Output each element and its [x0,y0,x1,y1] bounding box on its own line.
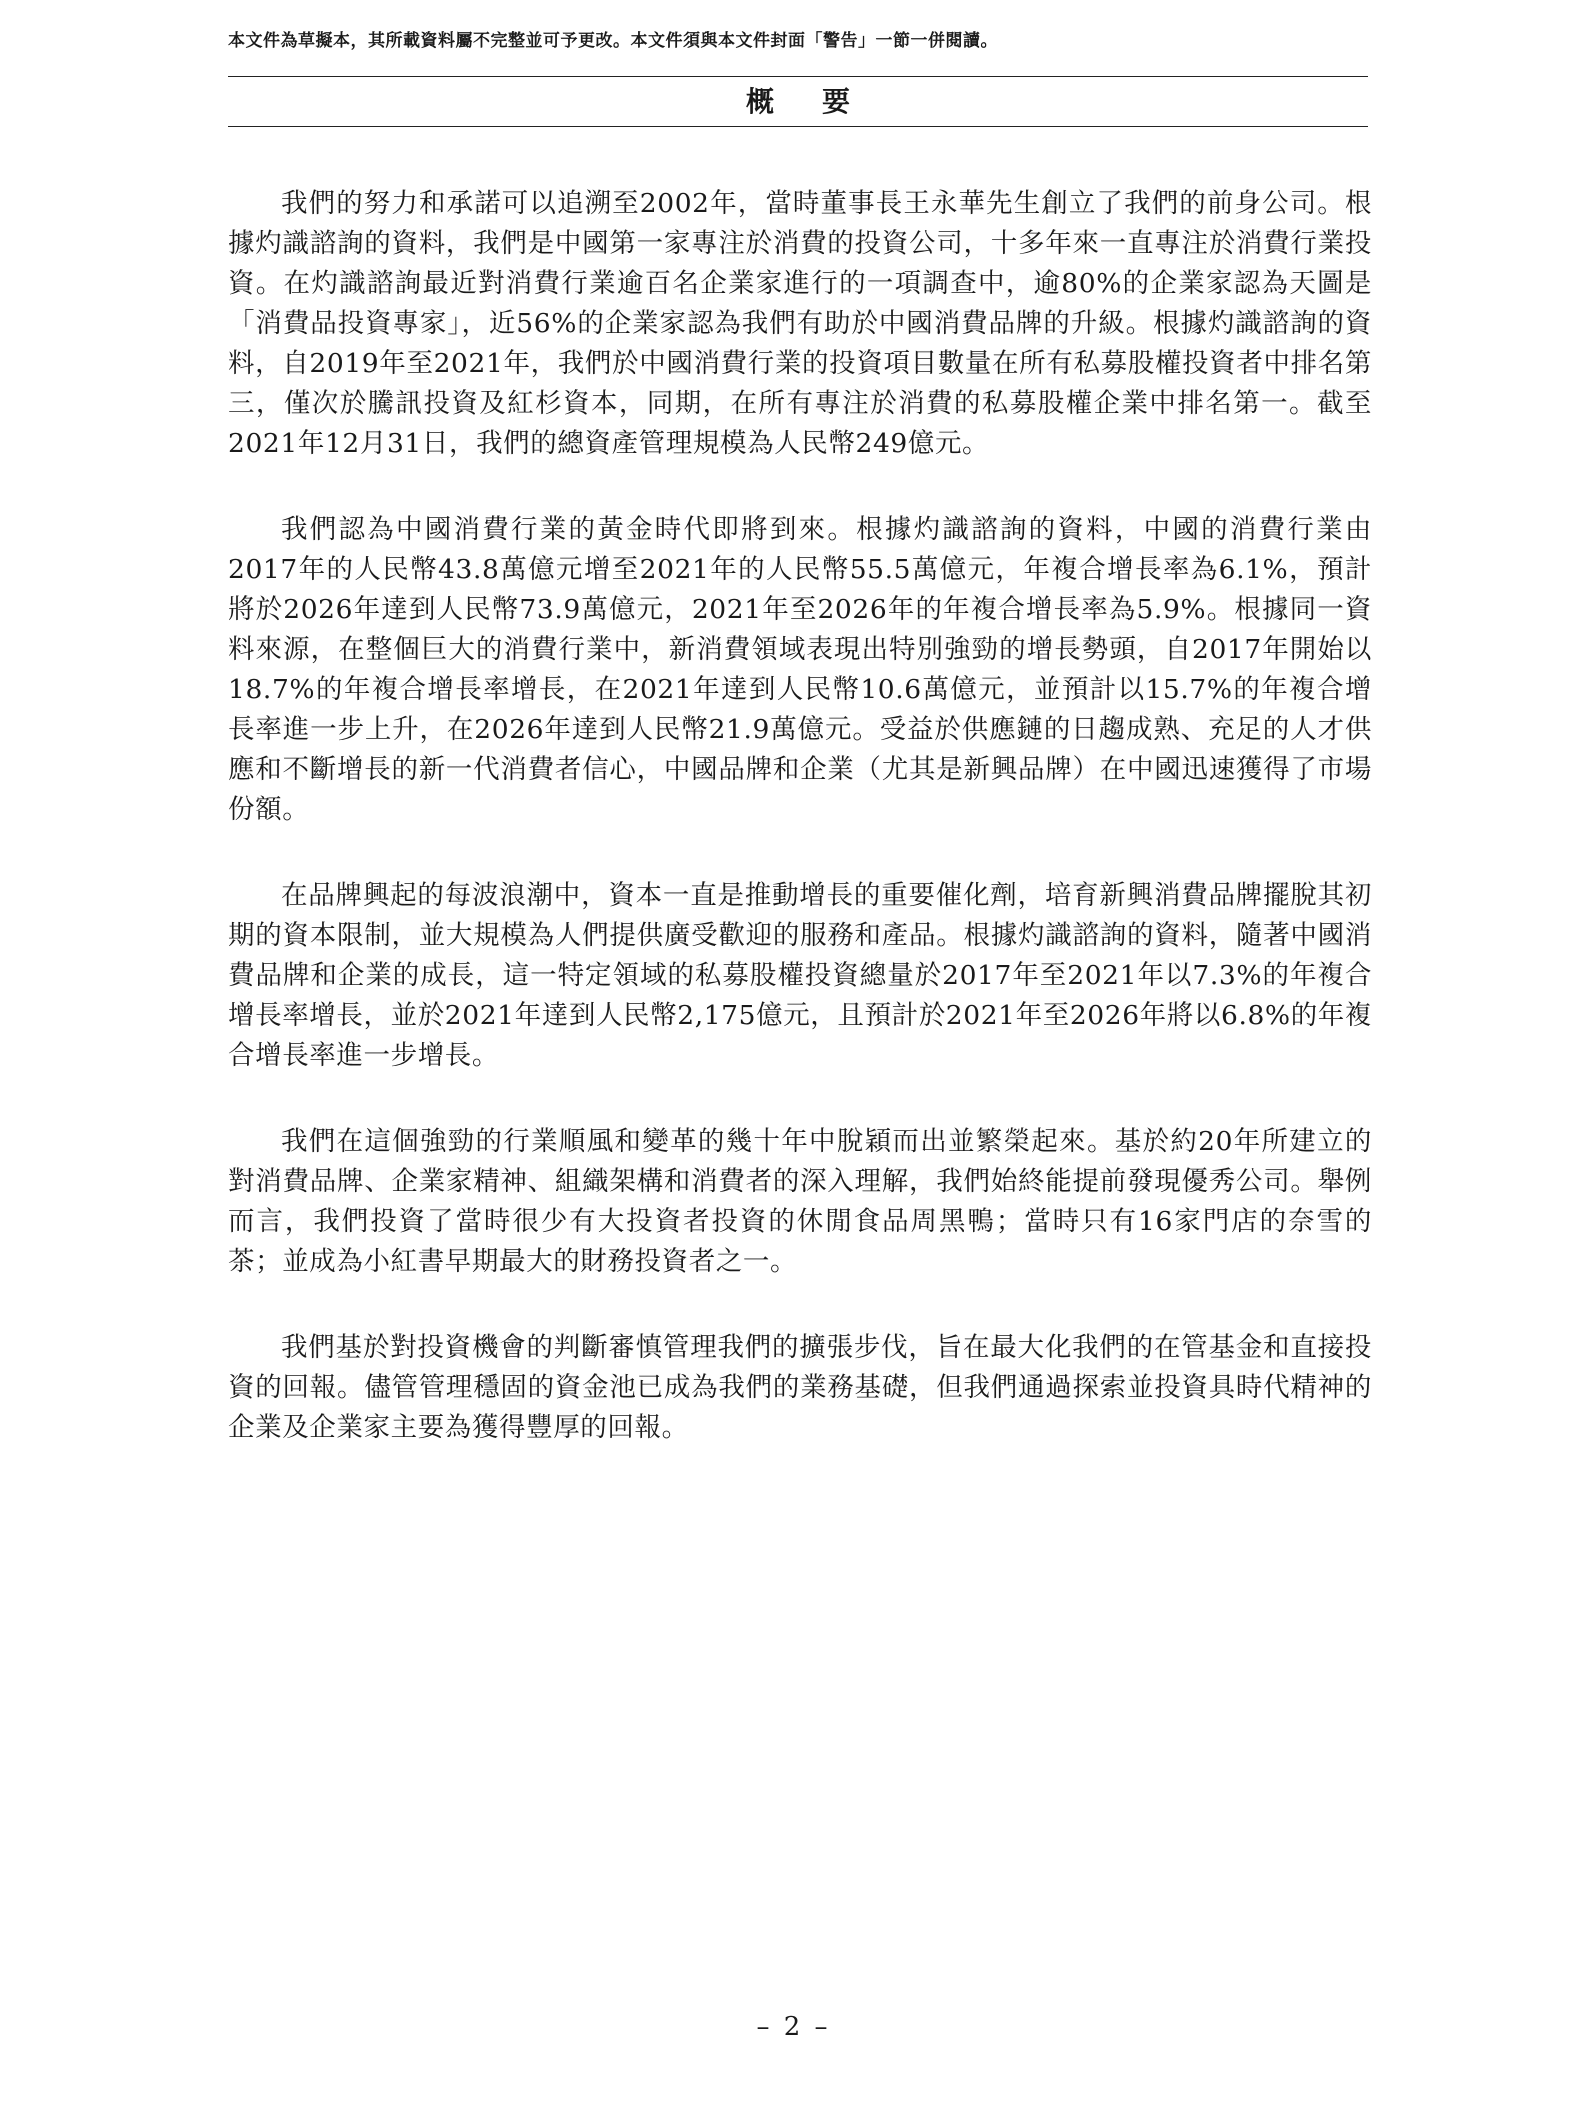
paragraph: 我們基於對投資機會的判斷審慎管理我們的擴張步伐，旨在最大化我們的在管基金和直接投資的回報。儘管管理穩固的資金池已成為我們的業務基礎，但我們通過探索並投資具時代精神的企業及企業家主要為獲得豐厚的回報。 [228,1332,1372,1443]
header-rule-top [228,76,1368,77]
header-rule-bottom [228,126,1368,127]
paragraph: 我們認為中國消費行業的黃金時代即將到來。根據灼識諮詢的資料，中國的消費行業由2017年的人民幣43.8萬億元增至2021年的人民幣55.5萬億元，年複合增長率為6.1%，預計將於2026年達到人民幣73.9萬億元，2021年至2026年的年複合增長率為5.9%。根據同一資料來源，在整個巨大的消費行業中，新消費領域表現出特別強勁的增長勢頭，自2017年開始以18.7%的年複合增長率增長，在2021年達到人民幣10.6萬億元，並預計以15.7%的年複合增長率進一步上升，在2026年達到人民幣21.9萬億元。受益於供應鏈的日趨成熟、充足的人才供應和不斷增長的新一代消費者信心，中國品牌和企業（尤其是新興品牌）在中國迅速獲得了市場份額。 [228,514,1372,825]
page-number: – 2 – [756,2012,831,2042]
paragraph: 我們在這個強勁的行業順風和變革的幾十年中脫穎而出並繁榮起來。基於約20年所建立的對消費品牌、企業家精神、組織架構和消費者的深入理解，我們始終能提前發現優秀公司。舉例而言，我們投資了當時很少有大投資者投資的休閒食品周黑鴨；當時只有16家門店的奈雪的茶；並成為小紅書早期最大的財務投資者之一。 [228,1126,1372,1277]
paragraph: 在品牌興起的每波浪潮中，資本一直是推動增長的重要催化劑，培育新興消費品牌擺脫其初期的資本限制，並大規模為人們提供廣受歡迎的服務和產品。根據灼識諮詢的資料，隨著中國消費品牌和企業的成長，這一特定領域的私募股權投資總量於2017年至2021年以7.3%的年複合增長率增長，並於2021年達到人民幣2,175億元，且預計於2021年至2026年將以6.8%的年複合增長率進一步增長。 [228,880,1373,1071]
body-text [228,184,1372,1486]
draft-notice: 本文件為草擬本，其所載資料屬不完整並可予更改。本文件須與本文件封面「警告」一節一併閱讀。 [228,31,998,51]
paragraph: 我們的努力和承諾可以追溯至2002年，當時董事長王永華先生創立了我們的前身公司。根據灼識諮詢的資料，我們是中國第一家專注於消費的投資公司，十多年來一直專注於消費行業投資。在灼識諮詢最近對消費行業逾百名企業家進行的一項調查中，逾80%的企業家認為天圖是「消費品投資專家」，近56%的企業家認為我們有助於中國消費品牌的升級。根據灼識諮詢的資料，自2019年至2021年，我們於中國消費行業的投資項目數量在所有私募股權投資者中排名第三，僅次於騰訊投資及紅杉資本，同期，在所有專注於消費的私募股權企業中排名第一。截至2021年12月31日，我們的總資產管理規模為人民幣249億元。 [228,188,1372,459]
section-title: 概要 [745,85,898,118]
